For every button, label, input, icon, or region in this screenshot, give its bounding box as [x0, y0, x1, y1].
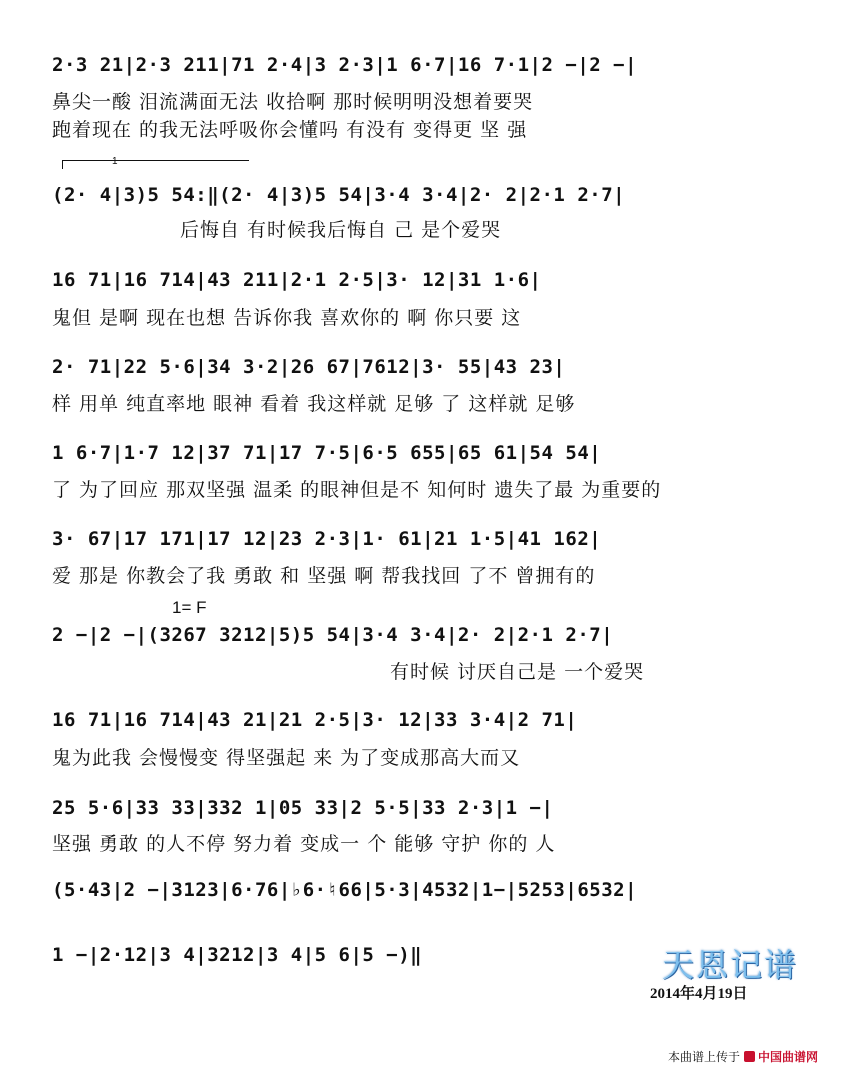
upload-text: 本曲谱上传于: [668, 1050, 741, 1064]
notation-row-1: 2·3 21|2·3 211|71 2·4|3 2·3|1 6·7|16 7·1|2 −|2 −|: [52, 54, 638, 76]
lyric-row-1b: 跑着现在 的我无法呼吸你会懂吗 有没有 变得更 坚 强: [52, 119, 528, 141]
transcriber-watermark: 天恩记谱: [662, 946, 799, 984]
notation-row-3: 16 71|16 714|43 211|2·1 2·5|3· 12|31 1·6|: [52, 269, 542, 291]
site-name: 中国曲谱网: [758, 1050, 819, 1064]
notation-row-5: 1 6·7|1·7 12|37 71|17 7·5|6·5 655|65 61|54 54|: [52, 442, 602, 464]
notation-row-8: 16 71|16 714|43 21|21 2·5|3· 12|33 3·4|2 71|: [52, 709, 578, 731]
notation-row-11: 1 −|2·12|3 4|3212|3 4|5 6|5 −)‖: [52, 944, 423, 966]
transcription-date: 2014年4月19日: [650, 986, 748, 1002]
volta-number: 1: [112, 156, 118, 167]
lyric-row-2: 后悔自 有时候我后悔自 己 是个爱哭: [180, 219, 502, 241]
lyric-row-4: 样 用单 纯直率地 眼神 看着 我这样就 足够 了 这样就 足够: [52, 393, 576, 415]
notation-row-10: (5·43|2 −|3123|6·76|♭6·♮66|5·3|4532|1−|5253|6532|: [52, 879, 638, 901]
upload-footer: [668, 1048, 818, 1065]
notation-row-4: 2· 71|22 5·6|34 3·2|26 67|7612|3· 55|43 23|: [52, 356, 566, 378]
lyric-row-7: 有时候 讨厌自己是 一个爱哭: [390, 661, 645, 683]
lyric-row-1a: 鼻尖一酸 泪流满面无法 收拾啊 那时候明明没想着要哭: [52, 91, 534, 113]
first-ending-bracket: [62, 160, 249, 169]
site-logo-icon: [744, 1051, 755, 1062]
lyric-row-8: 鬼为此我 会慢慢变 得坚强起 来 为了变成那高大而又: [52, 747, 521, 769]
notation-row-6: 3· 67|17 171|17 12|23 2·3|1· 61|21 1·5|41 162|: [52, 528, 602, 550]
lyric-row-9: 坚强 勇敢 的人不停 努力着 变成一 个 能够 守护 你的 人: [52, 833, 556, 855]
lyric-row-3: 鬼但 是啊 现在也想 告诉你我 喜欢你的 啊 你只要 这: [52, 307, 522, 329]
notation-row-9: 25 5·6|33 33|332 1|05 33|2 5·5|33 2·3|1 −|: [52, 797, 554, 819]
notation-row-2: (2· 4|3)5 54:‖(2· 4|3)5 54|3·4 3·4|2· 2|2·1 2·7|: [52, 184, 626, 206]
notation-row-7: 2 −|2 −|(3267 3212|5)5 54|3·4 3·4|2· 2|2·1 2·7|: [52, 624, 614, 646]
lyric-row-5: 了 为了回应 那双坚强 温柔 的眼神但是不 知何时 遗失了最 为重要的: [52, 479, 662, 501]
key-change: 1= F: [172, 598, 207, 617]
site-logo[interactable]: [740, 1050, 818, 1064]
lyric-row-6: 爱 那是 你教会了我 勇敢 和 坚强 啊 帮我找回 了不 曾拥有的: [52, 565, 596, 587]
